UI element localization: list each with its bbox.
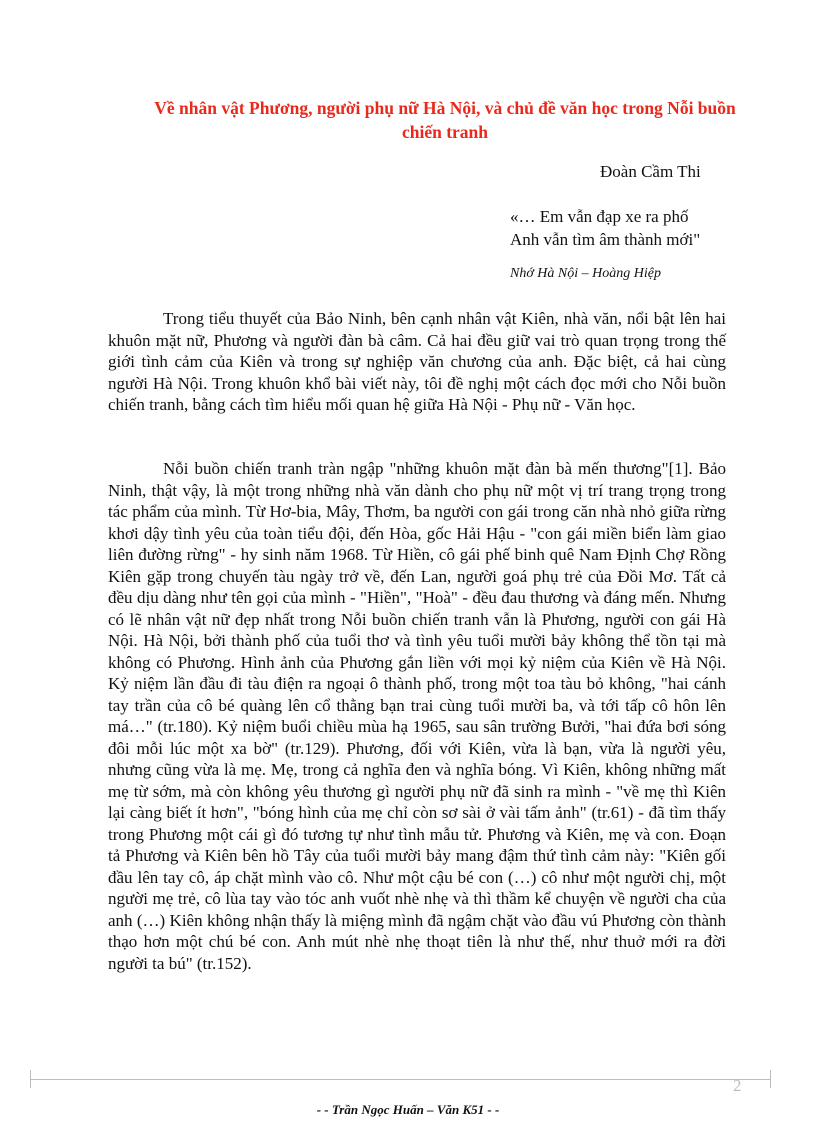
epigraph-line-1: «… Em vẫn đạp xe ra phố (510, 207, 689, 226)
epigraph-line-2: Anh vẫn tìm âm thành mới" (510, 230, 701, 249)
footer-frame-right (770, 1070, 771, 1088)
footer-frame-line (30, 1079, 770, 1080)
author-name: Đoàn Cầm Thi (600, 162, 701, 181)
epigraph (510, 205, 770, 251)
body-paragraph-1: Trong tiểu thuyết của Bảo Ninh, bên cạnh nhân vật Kiên, nhà văn, nổi bật lên hai khuôn mặt nữ, Phương và người đàn bà câm. Cả hai đều giữ vai trò quan trọng trong thế giới tình cảm của Kiên và trong sự nghiệp văn chương của anh. Đặc biệt, cả hai cùng người Hà Nội. Trong khuôn khổ bài viết này, tôi đề nghị một cách đọc mới cho Nỗi buồn chiến tranh, bằng cách tìm hiểu mối quan hệ giữa Hà Nội - Phụ nữ - Văn học. (108, 309, 726, 414)
body-paragraph-2: Nỗi buồn chiến tranh tràn ngập "những khuôn mặt đàn bà mến thương"[1]. Bảo Ninh, thật vậy, là một trong những nhà văn dành cho phụ nữ một vị trí trang trọng trong tác phẩm của mình. Từ Hơ-bia, Mây, Thơm, ba người con gái trong căn nhà nhỏ giữa rừng khơi dậy tình yêu của toàn tiểu đội, đến Hòa, gốc Hải Hậu - "con gái miền biển làm giao liên đường rừng" - hy sinh năm 1968. Từ Hiền, cô gái phế binh quê Nam Định Chợ Rồng Kiên gặp trong chuyến tàu ngày trở về, đến Lan, người goá phụ trẻ của Đồi Mơ. Tất cả đều dịu dàng như tên gọi của mình - "Hiền", "Hoà" - đều đau thương và đáng mến. Nhưng có lẽ nhân vật nữ đẹp nhất trong Nỗi buồn chiến tranh vẫn là Phương, người con gái Hà Nội. Hà Nội, bởi thành phố của tuổi thơ và tình yêu tuổi mười bảy không thể tồn tại mà không có Phương. Hình ảnh của Phương gắn liền với mọi kỷ niệm của Kiên về Hà Nội. Kỷ niệm lần đầu đi tàu điện ra ngoại ô thành phố, trong một toa tàu bỏ không, "hai cánh tay trần của cô bé quàng lên cổ thằng bạn trai cùng tuổi mười ba, và tới tấp cô hôn lên má…" (tr.180). Kỷ niệm buổi chiều mùa hạ 1965, sau sân trường Bưởi, "hai đứa bơi sóng đôi mỗi lúc một xa bờ" (tr.129). Phương, đối với Kiên, vừa là bạn, vừa là người yêu, nhưng cũng vừa là mẹ. Mẹ, trong cả nghĩa đen và nghĩa bóng. Vì Kiên, không những mất mẹ từ sớm, mà còn không yêu thương gì người phụ nữ đã sinh ra mình - "về mẹ thì Kiên lại càng biết ít hơn", "bóng hình của mẹ chỉ còn sơ sài ở vài tấm ảnh" (tr.61) - đã tìm thấy trong Phương một cái gì đó tương tự như tình mẫu tử. Phương và Kiên, mẹ và con. Đoạn tả Phương và Kiên bên hồ Tây của tuổi mười bảy mang đậm thứ tình cảm này: "Kiên gối đầu lên tay cô, áp chặt mình vào cô. Như một cậu bé con (…) cô như một người chị, một người mẹ trẻ, cô lùa tay vào tóc anh vuốt nhè nhẹ và thì thầm kể chuyện về người cha của anh (…) Kiên không nhận thấy là miệng mình đã ngậm chặt vào đầu vú Phương còn thành thạo hơn một chú bé con. Anh mút nhè nhẹ thoạt tiên là như thế, như thuở mới ra đời người ta bú" (tr.152). (108, 459, 726, 973)
page-footer: - - Trần Ngọc Huấn – Văn K51 - - (316, 1102, 500, 1117)
document-title: Về nhân vật Phương, người phụ nữ Hà Nội, và chủ đề văn học trong Nỗi buồn chiến tranh (154, 98, 736, 142)
footer-frame-left (30, 1070, 31, 1088)
page-number: 2 (733, 1076, 742, 1095)
epigraph-source: Nhớ Hà Nội – Hoàng Hiệp (510, 266, 661, 281)
